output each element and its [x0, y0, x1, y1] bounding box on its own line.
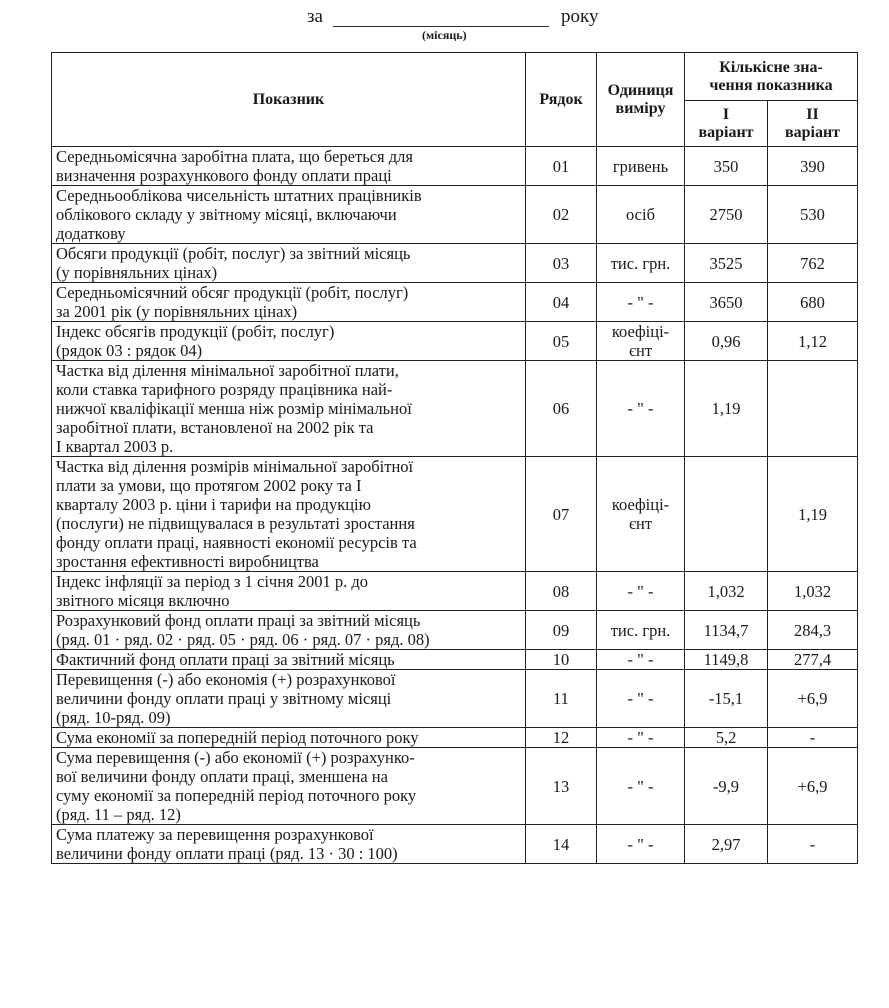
unit-cell [597, 322, 685, 361]
unit-text-line: - " - [627, 728, 654, 747]
indicator-text-line: Середньомісячний обсяг продукції (робіт, послуг) [56, 283, 409, 302]
indicator-cell [52, 728, 526, 748]
indicator-text-line: Сума платежу за перевищення розрахункової [56, 825, 374, 844]
indicator-text-line: Частка від ділення розмірів мінімальної заробітної [56, 457, 414, 476]
unit-text-line: тис. грн. [610, 253, 671, 273]
variant-2-value: 390 [768, 147, 858, 186]
indicator-cell [52, 457, 526, 572]
indicator-cell [52, 322, 526, 361]
variant-1-value: 5,2 [685, 728, 768, 748]
header-quantitative-value [685, 53, 858, 101]
indicator-text-line: Перевищення (-) або економія (+) розрахункової [56, 670, 396, 689]
variant-1-value: 0,96 [685, 322, 768, 361]
variant-2-value: 1,032 [768, 572, 858, 611]
variant-2-value: 530 [768, 186, 858, 244]
month-caption: (місяць) [422, 28, 467, 42]
table-row [52, 244, 858, 283]
indicator-cell [52, 650, 526, 670]
indicator-text-line: (ряд. 11 – ряд. 12) [56, 805, 181, 824]
indicator-text-line: заробітної плати, встановленої на 2002 рік та [56, 418, 374, 437]
variant-1-value: 2,97 [685, 825, 768, 864]
indicator-text-line: Сума економії за попередній період поточного року [56, 728, 419, 747]
header-variant-2-word: варіант [784, 123, 841, 141]
table-row [52, 457, 858, 572]
header-row-code: Рядок [526, 53, 597, 147]
header-variant-2-num: II [806, 105, 819, 123]
indicator-text-line: звітного місяця включно [56, 591, 230, 610]
unit-text-line: коефіці- [611, 322, 670, 341]
variant-2-value [768, 361, 858, 457]
row-code-cell: 08 [526, 572, 597, 611]
indicator-cell [52, 186, 526, 244]
unit-text-line: - " - [627, 689, 654, 708]
indicator-cell [52, 572, 526, 611]
unit-text-line: єнт [628, 341, 653, 360]
row-code-cell: 14 [526, 825, 597, 864]
indicator-text-line: додаткову [56, 224, 126, 243]
indicator-text-line: нижчої кваліфікації менша ніж розмір мінімальної [56, 399, 412, 418]
month-blank-line [333, 26, 549, 27]
table-row [52, 611, 858, 650]
indicator-cell [52, 147, 526, 186]
unit-cell [597, 283, 685, 322]
header-unit [597, 53, 685, 147]
unit-cell [597, 244, 685, 283]
row-code-cell: 06 [526, 361, 597, 457]
indicator-cell [52, 670, 526, 728]
indicator-cell [52, 611, 526, 650]
variant-2-value: 680 [768, 283, 858, 322]
indicator-text-line: величини фонду оплати праці у звітному місяці [56, 689, 392, 708]
table-row [52, 728, 858, 748]
variant-1-value: -9,9 [685, 748, 768, 825]
header-quant-line2: чення показника [709, 76, 833, 94]
variant-2-value: - [768, 825, 858, 864]
row-code-cell: 10 [526, 650, 597, 670]
unit-text-line: - " - [627, 581, 654, 601]
header-unit-line1: Одиниця [607, 81, 674, 99]
table-row [52, 650, 858, 670]
table-row [52, 322, 858, 361]
indicator-text-line: визначення розрахункового фонду оплати праці [56, 166, 392, 185]
indicator-text-line: Частка від ділення мінімальної заробітної плати, [56, 361, 399, 380]
unit-text-line: - " - [627, 399, 654, 418]
table-row [52, 186, 858, 244]
indicator-table [51, 52, 858, 864]
table-row [52, 361, 858, 457]
unit-text-line: - " - [627, 650, 654, 669]
indicator-text-line: Фактичний фонд оплати праці за звітний місяць [56, 650, 395, 669]
unit-cell [597, 361, 685, 457]
unit-cell [597, 457, 685, 572]
variant-2-value: 277,4 [768, 650, 858, 670]
header-unit-line2: виміру [615, 99, 666, 117]
variant-1-value: 1134,7 [685, 611, 768, 650]
indicator-text-line: (послуги) не підвищувалася в результаті зростання [56, 514, 415, 533]
header-quant-line1: Кількісне зна- [719, 58, 823, 76]
period-prefix: за [307, 6, 323, 27]
period-suffix: року [561, 6, 599, 27]
variant-2-value: 284,3 [768, 611, 858, 650]
unit-cell [597, 748, 685, 825]
variant-1-value: -15,1 [685, 670, 768, 728]
row-code-cell: 05 [526, 322, 597, 361]
reporting-period-line [0, 6, 889, 28]
row-code-cell: 09 [526, 611, 597, 650]
unit-text-line: - " - [627, 834, 654, 854]
unit-text-line: коефіці- [611, 495, 670, 514]
indicator-cell [52, 748, 526, 825]
variant-2-value: +6,9 [768, 670, 858, 728]
indicator-text-line: зростання ефективності виробництва [56, 552, 319, 571]
indicator-text-line: плати за умови, що протягом 2002 року та I [56, 476, 362, 495]
indicator-text-line: (у порівняльних цінах) [56, 263, 218, 282]
variant-1-value: 350 [685, 147, 768, 186]
table-body [52, 147, 858, 864]
unit-cell [597, 825, 685, 864]
row-code-cell: 07 [526, 457, 597, 572]
indicator-text-line: (рядок 03 : рядок 04) [56, 341, 203, 360]
indicator-cell [52, 361, 526, 457]
indicator-text-line: вої величини фонду оплати праці, зменшена на [56, 767, 388, 786]
table-row [52, 147, 858, 186]
row-code-cell: 13 [526, 748, 597, 825]
indicator-text-line: (ряд. 10-ряд. 09) [56, 708, 171, 727]
header-variant-1 [685, 101, 768, 147]
unit-cell [597, 611, 685, 650]
table-row [52, 748, 858, 825]
indicator-cell [52, 283, 526, 322]
unit-text-line: гривень [612, 156, 669, 176]
unit-cell [597, 186, 685, 244]
indicator-text-line: кварталу 2003 р. ціни і тарифи на продукцію [56, 495, 371, 514]
header-variant-1-num: I [722, 105, 730, 123]
indicator-text-line: фонду оплати праці, наявності економії ресурсів та [56, 533, 417, 552]
variant-1-value: 1,19 [685, 361, 768, 457]
indicator-text-line: I квартал 2003 р. [56, 437, 174, 456]
indicator-text-line: Індекс інфляції за період з 1 січня 2001 р. до [56, 572, 369, 591]
indicator-text-line: за 2001 рік (у порівняльних цінах) [56, 302, 298, 321]
variant-1-value: 3650 [685, 283, 768, 322]
table-row [52, 670, 858, 728]
indicator-text-line: (ряд. 01 · ряд. 02 · ряд. 05 · ряд. 06 · ряд. 07 · ряд. 08) [56, 630, 430, 649]
unit-text-line: тис. грн. [610, 620, 671, 640]
row-code-cell: 01 [526, 147, 597, 186]
row-code-cell: 02 [526, 186, 597, 244]
variant-2-value: - [768, 728, 858, 748]
variant-2-value: 762 [768, 244, 858, 283]
indicator-text-line: коли ставка тарифного розряду працівника най- [56, 380, 393, 399]
variant-2-value: 1,19 [768, 457, 858, 572]
indicator-text-line: Індекс обсягів продукції (робіт, послуг) [56, 322, 335, 341]
variant-1-value: 1,032 [685, 572, 768, 611]
indicator-text-line: Середньомісячна заробітна плата, що береться для [56, 147, 413, 166]
row-code-cell: 04 [526, 283, 597, 322]
indicator-text-line: Середньооблікова чисельність штатних працівників [56, 186, 422, 205]
indicator-cell [52, 244, 526, 283]
table-row [52, 283, 858, 322]
row-code-cell: 03 [526, 244, 597, 283]
variant-2-value: +6,9 [768, 748, 858, 825]
variant-1-value: 3525 [685, 244, 768, 283]
header-variant-1-word: варіант [698, 123, 754, 141]
indicator-cell [52, 825, 526, 864]
variant-1-value [685, 457, 768, 572]
header-variant-2 [768, 101, 858, 147]
indicator-text-line: величини фонду оплати праці (ряд. 13 · 30 : 100) [56, 844, 398, 863]
header-indicator: Показник [52, 53, 526, 147]
row-code-cell: 11 [526, 670, 597, 728]
table-row [52, 572, 858, 611]
unit-cell [597, 670, 685, 728]
unit-cell [597, 650, 685, 670]
unit-text-line: - " - [627, 292, 654, 312]
row-code-cell: 12 [526, 728, 597, 748]
indicator-text-line: Обсяги продукції (робіт, послуг) за звітний місяць [56, 244, 411, 263]
unit-cell [597, 728, 685, 748]
variant-2-value: 1,12 [768, 322, 858, 361]
indicator-text-line: Розрахунковий фонд оплати праці за звітний місяць [56, 611, 421, 630]
indicator-text-line: облікового складу у звітному місяці, включаючи [56, 205, 397, 224]
indicator-text-line: Сума перевищення (-) або економії (+) розрахунко- [56, 748, 415, 767]
unit-text-line: єнт [628, 514, 653, 533]
unit-text-line: осіб [626, 205, 655, 224]
table-row [52, 825, 858, 864]
variant-1-value: 2750 [685, 186, 768, 244]
unit-cell [597, 147, 685, 186]
indicator-text-line: суму економії за попередній період поточного року [56, 786, 417, 805]
unit-text-line: - " - [627, 776, 654, 796]
variant-1-value: 1149,8 [685, 650, 768, 670]
unit-cell [597, 572, 685, 611]
